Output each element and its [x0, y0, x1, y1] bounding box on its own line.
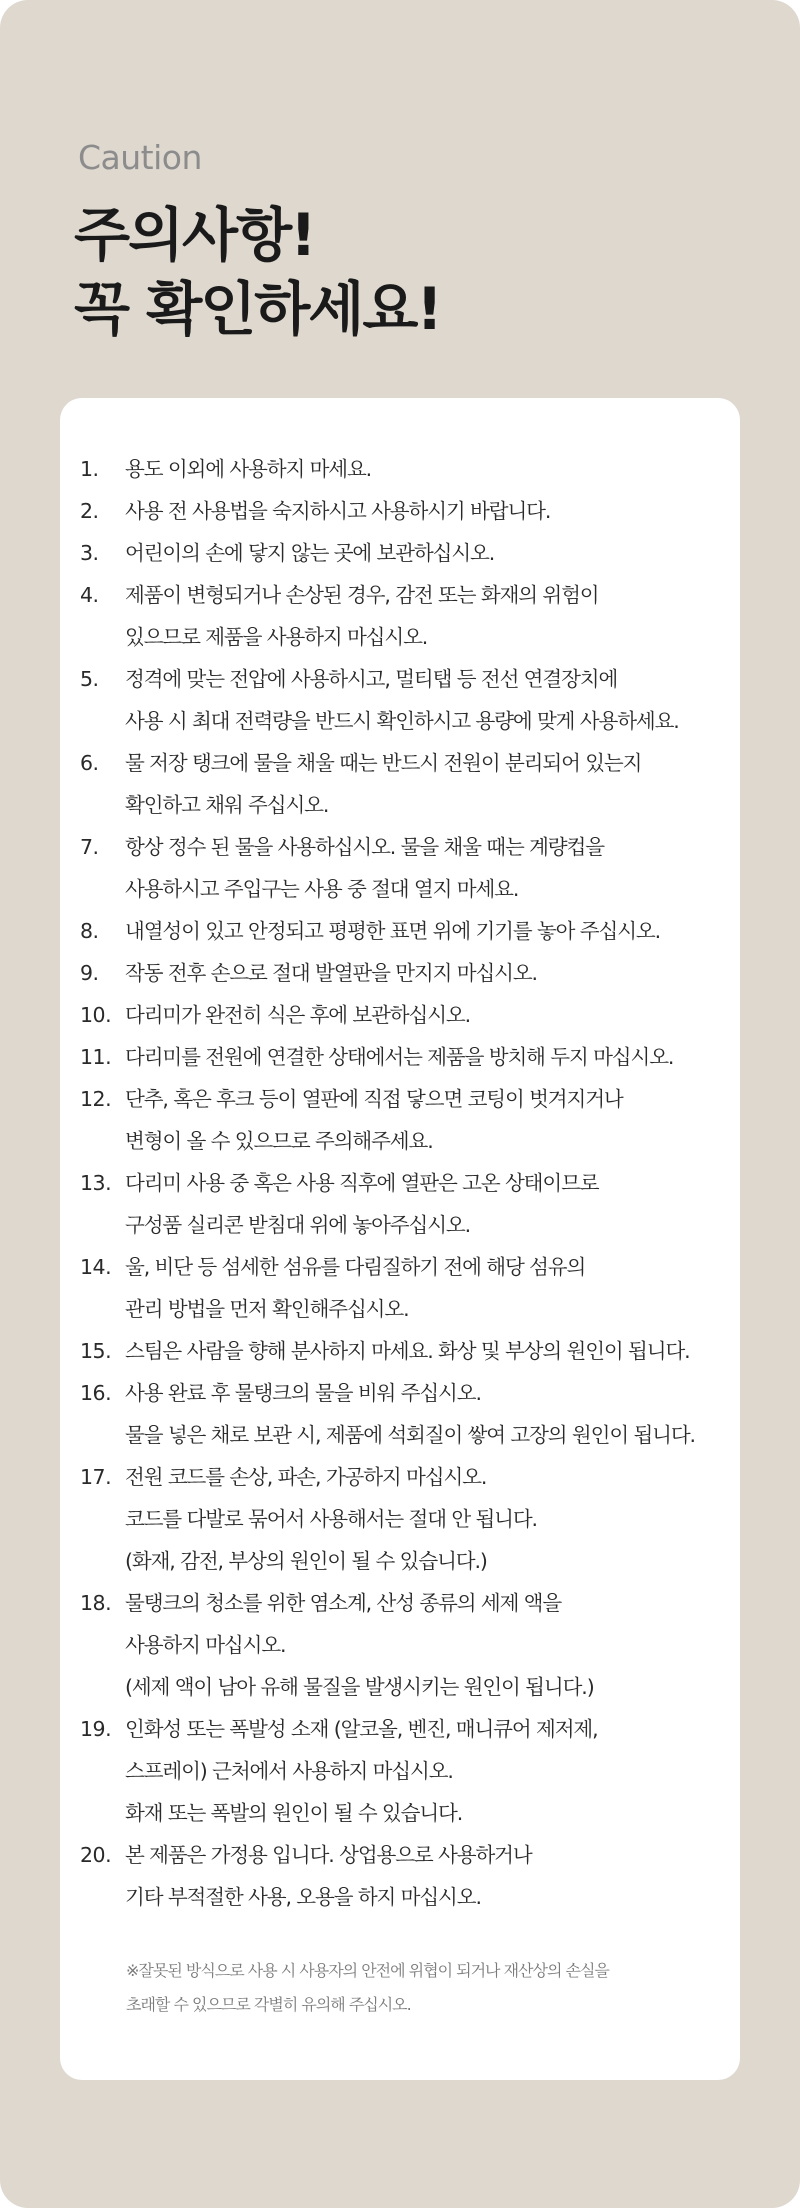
caution-item-line: 사용 완료 후 물탱크의 물을 비워 주십시오.: [125, 1381, 481, 1405]
caution-item-line: 작동 전후 손으로 절대 발열판을 만지지 마십시오.: [125, 961, 537, 985]
caution-item-number: 20.: [80, 1843, 112, 1867]
caution-list: [80, 448, 740, 1918]
title-line-2: 꼭 확인하세요!: [74, 275, 441, 343]
caution-item-line: 물 저장 탱크에 물을 채울 때는 반드시 전원이 분리되어 있는지: [125, 751, 642, 775]
caution-item-line: 스팀은 사람을 향해 분사하지 마세요. 화상 및 부상의 원인이 됩니다.: [125, 1339, 690, 1363]
caution-item-line: 어린이의 손에 닿지 않는 곳에 보관하십시오.: [125, 541, 495, 565]
caution-item: [80, 742, 740, 826]
caution-item-line: 구성품 실리콘 받침대 위에 놓아주십시오.: [125, 1213, 471, 1237]
caution-item-text: [125, 1078, 740, 1162]
caution-item-text: [125, 1246, 740, 1330]
caution-item: [80, 1834, 740, 1918]
caution-item: [80, 1036, 740, 1078]
caution-item-text: [125, 742, 740, 826]
caution-item: [80, 1456, 740, 1582]
footnote-line-1: ※잘못된 방식으로 사용 시 사용자의 안전에 위협이 되거나 재산상의 손실을: [126, 1961, 609, 1980]
caution-item-line: 다리미를 전원에 연결한 상태에서는 제품을 방치해 두지 마십시오.: [125, 1045, 674, 1069]
caution-card: [60, 398, 740, 2080]
caution-label: Caution: [78, 138, 202, 177]
caution-item-number: 6.: [80, 751, 99, 775]
caution-item-line: 인화성 또는 폭발성 소재 (알코올, 벤진, 매니큐어 제저제,: [125, 1717, 598, 1741]
caution-item-line: 항상 정수 된 물을 사용하십시오. 물을 채울 때는 계량컵을: [125, 835, 604, 859]
caution-item-number: 1.: [80, 457, 99, 481]
caution-item-number: 16.: [80, 1381, 112, 1405]
caution-item-text: [125, 490, 740, 532]
caution-item-text: [125, 910, 740, 952]
caution-item: [80, 826, 740, 910]
caution-item-text: [125, 532, 740, 574]
caution-item-text: [125, 952, 740, 994]
caution-item-line: 사용하시고 주입구는 사용 중 절대 열지 마세요.: [125, 877, 519, 901]
caution-item-number: 10.: [80, 1003, 112, 1027]
caution-item: [80, 1078, 740, 1162]
caution-item-line: 물을 넣은 채로 보관 시, 제품에 석회질이 쌓여 고장의 원인이 됩니다.: [125, 1423, 695, 1447]
caution-item-text: [125, 1372, 740, 1456]
caution-item-number: 13.: [80, 1171, 112, 1195]
caution-item: [80, 532, 740, 574]
caution-item-text: [125, 1834, 740, 1918]
caution-item-line: 본 제품은 가정용 입니다. 상업용으로 사용하거나: [125, 1843, 532, 1867]
caution-item-line: 확인하고 채워 주십시오.: [125, 793, 329, 817]
caution-item-text: [125, 1036, 740, 1078]
caution-item-number: 17.: [80, 1465, 112, 1489]
caution-item-number: 19.: [80, 1717, 112, 1741]
caution-item-text: [125, 1456, 740, 1582]
caution-item-line: 용도 이외에 사용하지 마세요.: [125, 457, 372, 481]
caution-item-line: 화재 또는 폭발의 원인이 될 수 있습니다.: [125, 1801, 463, 1825]
caution-item-number: 8.: [80, 919, 99, 943]
title-line-1: 주의사항!: [74, 201, 315, 269]
caution-item-line: (세제 액이 남아 유해 물질을 발생시키는 원인이 됩니다.): [125, 1675, 594, 1699]
caution-item-text: [125, 994, 740, 1036]
caution-item: [80, 1330, 740, 1372]
caution-item-number: 4.: [80, 583, 99, 607]
caution-item-number: 18.: [80, 1591, 112, 1615]
caution-item-text: [125, 658, 740, 742]
page-title: [74, 198, 441, 346]
caution-item: [80, 490, 740, 532]
caution-item-number: 14.: [80, 1255, 112, 1279]
caution-item-number: 15.: [80, 1339, 112, 1363]
caution-item-text: [125, 1708, 740, 1834]
caution-item-number: 5.: [80, 667, 99, 691]
caution-item-number: 3.: [80, 541, 99, 565]
caution-item-line: 다리미가 완전히 식은 후에 보관하십시오.: [125, 1003, 471, 1027]
caution-item-line: 사용하지 마십시오.: [125, 1633, 286, 1657]
caution-item-number: 2.: [80, 499, 99, 523]
caution-item-number: 12.: [80, 1087, 112, 1111]
caution-item: [80, 1246, 740, 1330]
caution-item-text: [125, 1162, 740, 1246]
caution-item-line: 정격에 맞는 전압에 사용하시고, 멀티탭 등 전선 연결장치에: [125, 667, 618, 691]
caution-item-line: 내열성이 있고 안정되고 평평한 표면 위에 기기를 놓아 주십시오.: [125, 919, 661, 943]
caution-item: [80, 448, 740, 490]
caution-item-line: 기타 부적절한 사용, 오용을 하지 마십시오.: [125, 1885, 481, 1909]
caution-item-text: [125, 1330, 740, 1372]
caution-item: [80, 994, 740, 1036]
footnote-line-2: 초래할 수 있으므로 각별히 유의해 주십시오.: [126, 1995, 411, 2014]
caution-item-text: [125, 448, 740, 490]
footnote: [126, 1954, 740, 2022]
caution-item-line: 제품이 변형되거나 손상된 경우, 감전 또는 화재의 위험이: [125, 583, 599, 607]
caution-item: [80, 952, 740, 994]
caution-item-line: 변형이 올 수 있으므로 주의해주세요.: [125, 1129, 433, 1153]
caution-item-line: (화재, 감전, 부상의 원인이 될 수 있습니다.): [125, 1549, 487, 1573]
caution-item: [80, 1372, 740, 1456]
caution-item: [80, 574, 740, 658]
caution-item-text: [125, 574, 740, 658]
caution-item-text: [125, 1582, 740, 1708]
caution-item-line: 다리미 사용 중 혹은 사용 직후에 열판은 고온 상태이므로: [125, 1171, 599, 1195]
caution-item: [80, 1162, 740, 1246]
caution-item: [80, 658, 740, 742]
caution-item-line: 단추, 혹은 후크 등이 열판에 직접 닿으면 코팅이 벗겨지거나: [125, 1087, 623, 1111]
caution-item-line: 사용 전 사용법을 숙지하시고 사용하시기 바랍니다.: [125, 499, 551, 523]
caution-item-line: 사용 시 최대 전력량을 반드시 확인하시고 용량에 맞게 사용하세요.: [125, 709, 679, 733]
caution-item-line: 있으므로 제품을 사용하지 마십시오.: [125, 625, 428, 649]
caution-item: [80, 910, 740, 952]
caution-item: [80, 1582, 740, 1708]
caution-item-number: 11.: [80, 1045, 112, 1069]
caution-item-line: 울, 비단 등 섬세한 섬유를 다림질하기 전에 해당 섬유의: [125, 1255, 586, 1279]
caution-item-number: 9.: [80, 961, 99, 985]
caution-item-number: 7.: [80, 835, 99, 859]
caution-item-line: 물탱크의 청소를 위한 염소계, 산성 종류의 세제 액을: [125, 1591, 562, 1615]
caution-item-line: 관리 방법을 먼저 확인해주십시오.: [125, 1297, 409, 1321]
caution-item-line: 전원 코드를 손상, 파손, 가공하지 마십시오.: [125, 1465, 487, 1489]
caution-item-line: 코드를 다발로 묶어서 사용해서는 절대 안 됩니다.: [125, 1507, 537, 1531]
caution-item-text: [125, 826, 740, 910]
caution-item: [80, 1708, 740, 1834]
caution-item-line: 스프레이) 근처에서 사용하지 마십시오.: [125, 1759, 453, 1783]
